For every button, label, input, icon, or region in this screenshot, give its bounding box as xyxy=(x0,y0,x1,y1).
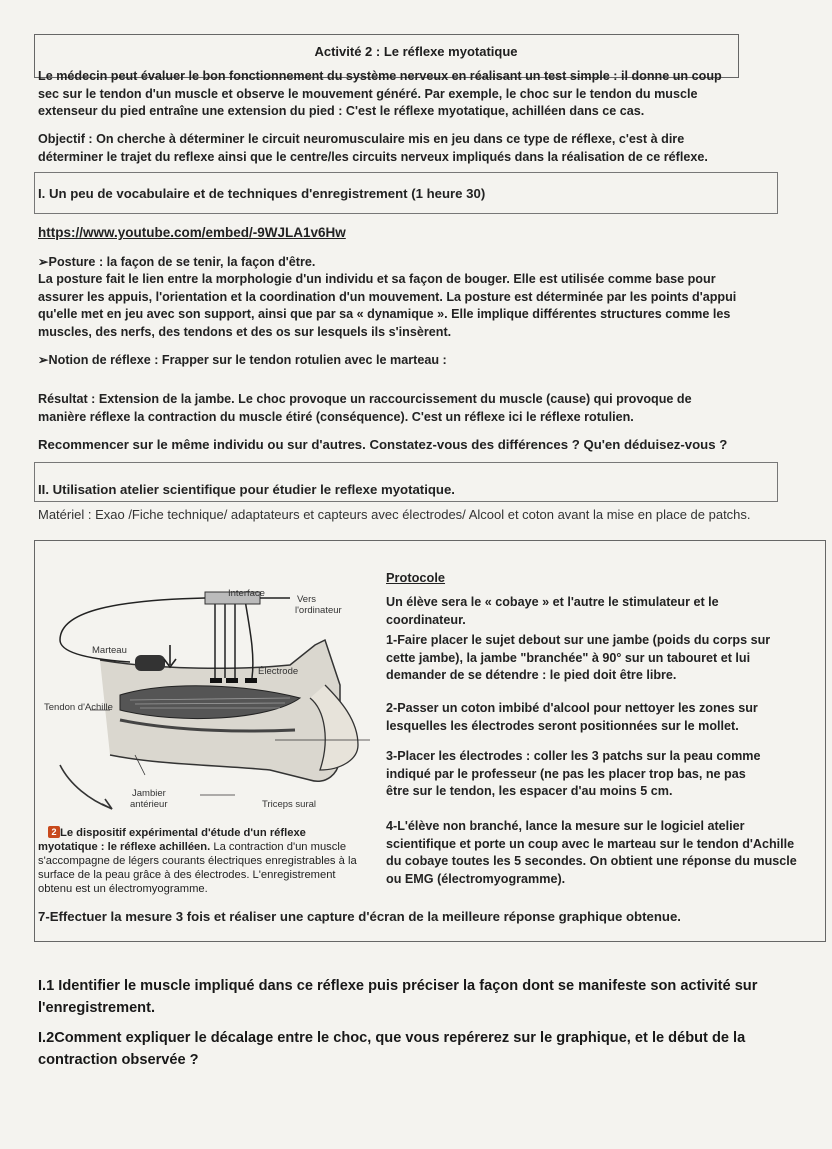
electrode-3 xyxy=(245,678,257,683)
figure-number: 2 xyxy=(51,827,57,837)
hammer-arrow xyxy=(164,645,176,667)
electrode-1 xyxy=(210,678,222,683)
label-jambier: Jambier xyxy=(132,788,166,799)
label-triceps: Triceps sural xyxy=(262,799,317,810)
protocol-step2: 2-Passer un coton imbibé d'alcool pour nettoyer les zones sur lesquelles les électrodes seront positionnées sur le mollet. xyxy=(386,701,758,733)
foot-arrow xyxy=(60,765,112,809)
label-ordinateur: l'ordinateur xyxy=(295,605,342,616)
protocol-title: Protocole xyxy=(386,570,446,585)
repeat-text: Recommencer sur le même individu ou sur d'autres. Constatez-vous des différences ? Qu'en déduisez-vous ? xyxy=(38,437,728,452)
label-electrode: Électrode xyxy=(258,666,299,677)
electrode-2 xyxy=(226,678,238,683)
intro-text: Le médecin peut évaluer le bon fonctionnement du système nerveux en réalisant un test simple : il donne un coup sec sur le tendon d'un muscle et observe le mouvement généré. Par exemple, le choc sur le tendon du muscle extenseur du pied entraîne une extension du pied : C'est le réflexe myotatique, achilléen dans ce cas. xyxy=(38,69,722,118)
label-vers: Vers xyxy=(297,594,317,605)
page-title: Activité 2 : Le réflexe myotatique xyxy=(314,44,518,59)
caption-text: La contraction d'un muscle s'accompagne de légers courants électriques enregistrables à la surface de la peau grâce à des électrodes. L'enregistrement obtenu est un électromyogramme. xyxy=(38,841,357,895)
hammer-cable xyxy=(60,598,205,662)
cable-4 xyxy=(245,600,253,678)
hammer-head xyxy=(135,655,165,671)
label-anterieur: antérieur xyxy=(130,799,168,810)
section2-heading: II. Utilisation atelier scientifique pour étudier le reflexe myotatique. xyxy=(38,482,455,497)
question-2: I.2Comment expliquer le décalage entre le choc, que vous repérerez sur le graphique, et le début de la contraction observée ? xyxy=(38,1030,746,1068)
video-link[interactable]: https://www.youtube.com/embed/-9WJLA1v6Hw xyxy=(38,225,346,240)
result-text: Résultat : Extension de la jambe. Le choc provoque un raccourcissement du muscle (cause) qui provoque de manière réflexe la contraction du muscle étiré (conséquence). C'est un réflexe ici le réflexe rotulien. xyxy=(38,392,692,424)
section1-heading: I. Un peu de vocabulaire et de techniques d'enregistrement (1 heure 30) xyxy=(38,186,486,201)
label-interface: Interface xyxy=(228,588,265,599)
posture-text: La posture fait le lien entre la morphologie d'un individu et sa façon de bouger. Elle est utilisée comme base pour assurer les appuis, l'orientation et la coordination d'un mouvement. La posture est déterminée par les points d'appui qu'elle met en jeu avec son support, ainsi que par sa « dynamique ». Elle implique différentes structures comme les muscles, des nerfs, des tendons et des os sur lesquels ils s'insèrent. xyxy=(38,272,737,339)
protocol-step1: 1-Faire placer le sujet debout sur une jambe (poids du corps sur cette jambe), la jambe "branchée" à 90° sur un tabouret et lui demander de se détendre : le pied doit être libre. xyxy=(386,633,771,682)
label-tendon: Tendon d'Achille xyxy=(44,702,113,713)
protocol-step3: 3-Placer les électrodes : coller les 3 patchs sur la peau comme indiqué par le professeur (ne pas les placer trop bas, ne pas être sur le tendon, les espacer d'au moins 5 cm. xyxy=(386,749,761,798)
objective-text: Objectif : On cherche à déterminer le circuit neuromusculaire mis en jeu dans ce type de réflexe, c'est à dire déterminer le trajet du reflexe ainsi que le centre/les circuits nerveux impliqués dans la réalisation de ce réflexe. xyxy=(38,132,708,164)
materiel-text: Matériel : Exao /Fiche technique/ adaptateurs et capteurs avec électrodes/ Alcool et coton avant la mise en place de patchs. xyxy=(38,507,751,522)
reflex-title: ➢Notion de réflexe : Frapper sur le tendon rotulien avec le marteau : xyxy=(38,353,447,367)
posture-title: ➢Posture : la façon de se tenir, la façon d'être. xyxy=(38,255,316,269)
figure-caption xyxy=(38,826,368,896)
caption-title: Le dispositif expérimental d'étude d'un réflexe myotatique : le réflexe achilléen. xyxy=(38,827,306,853)
protocol-step7: 7-Effectuer la mesure 3 fois et réaliser une capture d'écran de la meilleure réponse graphique obtenue. xyxy=(38,909,681,924)
question-1: I.1 Identifier le muscle impliqué dans ce réflexe puis préciser la façon dont se manifeste son activité sur l'enregistrement. xyxy=(38,978,758,1016)
protocol-intro: Un élève sera le « cobaye » et l'autre le stimulateur et le coordinateur. xyxy=(386,595,719,627)
label-marteau: Marteau xyxy=(92,645,127,656)
protocol-step4: 4-L'élève non branché, lance la mesure sur le logiciel atelier scientifique et porte un coup avec le marteau sur le tendon d'Achille du cobaye toutes les 5 secondes. On obtient une réponse du muscle ou EMG (électromyogramme). xyxy=(386,819,797,886)
